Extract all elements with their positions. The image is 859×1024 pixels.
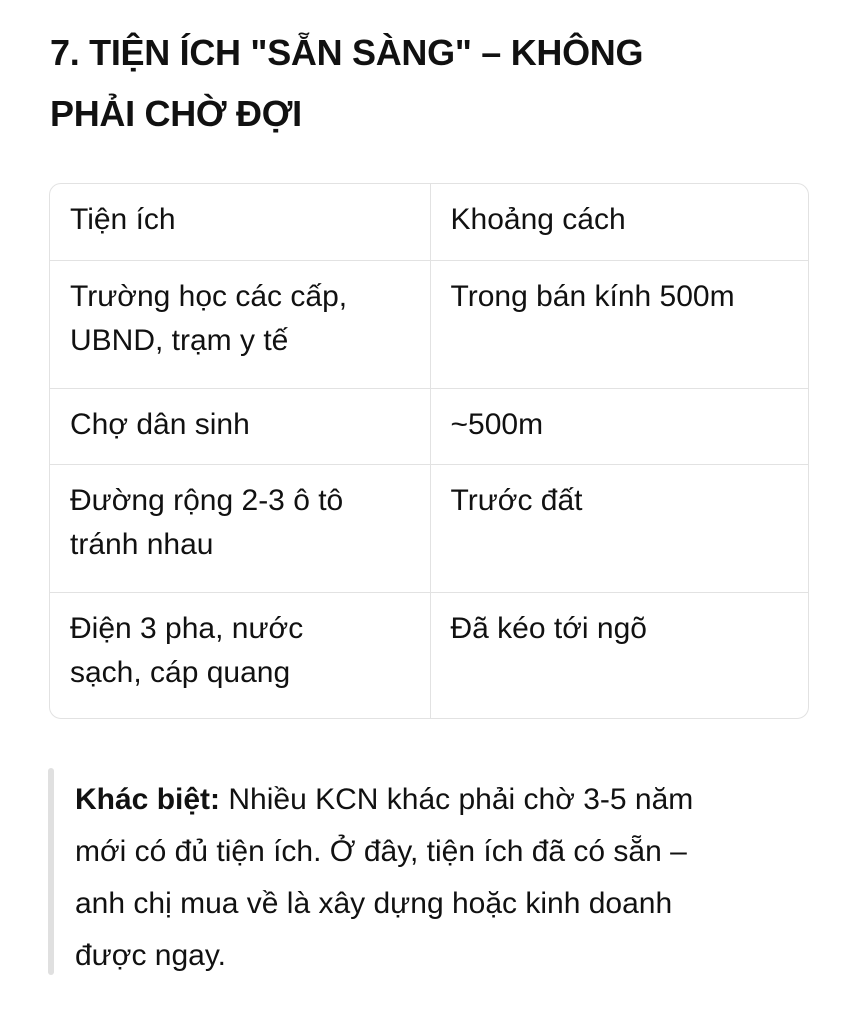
heading-line-1: 7. TIỆN ÍCH "SẴN SÀNG" – KHÔNG — [50, 32, 644, 73]
distance-cell — [430, 464, 808, 592]
distance-cell — [430, 388, 808, 464]
cell-line: Điện 3 pha, nước — [70, 611, 304, 645]
blockquote-callout — [48, 768, 808, 975]
cell-line: Trong bán kính 500m — [450, 279, 735, 313]
header-cell-amenity: Tiện ích — [50, 184, 430, 260]
heading-line-2: PHẢI CHỜ ĐỢI — [50, 93, 302, 134]
cell-line: tránh nhau — [70, 527, 214, 561]
cell-line: ~500m — [450, 407, 544, 441]
amenity-cell — [50, 260, 430, 388]
cell-line: sạch, cáp quang — [70, 655, 291, 689]
cell-line: Trường học các cấp, — [70, 279, 348, 313]
cell-line: Trước đất — [450, 483, 583, 517]
header-cell-distance: Khoảng cách — [430, 184, 808, 260]
quote-bar — [48, 768, 54, 975]
cell-line: UBND, trạm y tế — [70, 323, 289, 357]
callout-text — [75, 774, 795, 982]
distance-cell — [430, 592, 808, 719]
amenity-cell — [50, 592, 430, 719]
table-header-row — [50, 184, 808, 260]
amenities-table — [49, 183, 809, 719]
amenity-cell — [50, 464, 430, 592]
callout-line-1: Nhiều KCN khác phải chờ 3-5 năm — [220, 783, 694, 816]
cell-line: Đã kéo tới ngõ — [450, 611, 647, 645]
cell-line: Chợ dân sinh — [70, 407, 250, 441]
callout-line-4: được ngay. — [75, 939, 226, 972]
table-row — [50, 260, 808, 388]
table-row — [50, 464, 808, 592]
section-heading — [50, 22, 810, 144]
callout-label: Khác biệt: — [75, 783, 221, 816]
table-row — [50, 592, 808, 719]
cell-line: Đường rộng 2-3 ô tô — [70, 483, 344, 517]
amenity-cell — [50, 388, 430, 464]
callout-line-2: mới có đủ tiện ích. Ở đây, tiện ích đã có sẵn – — [75, 835, 687, 868]
table-row — [50, 388, 808, 464]
distance-cell — [430, 260, 808, 388]
callout-line-3: anh chị mua về là xây dựng hoặc kinh doanh — [75, 887, 673, 920]
